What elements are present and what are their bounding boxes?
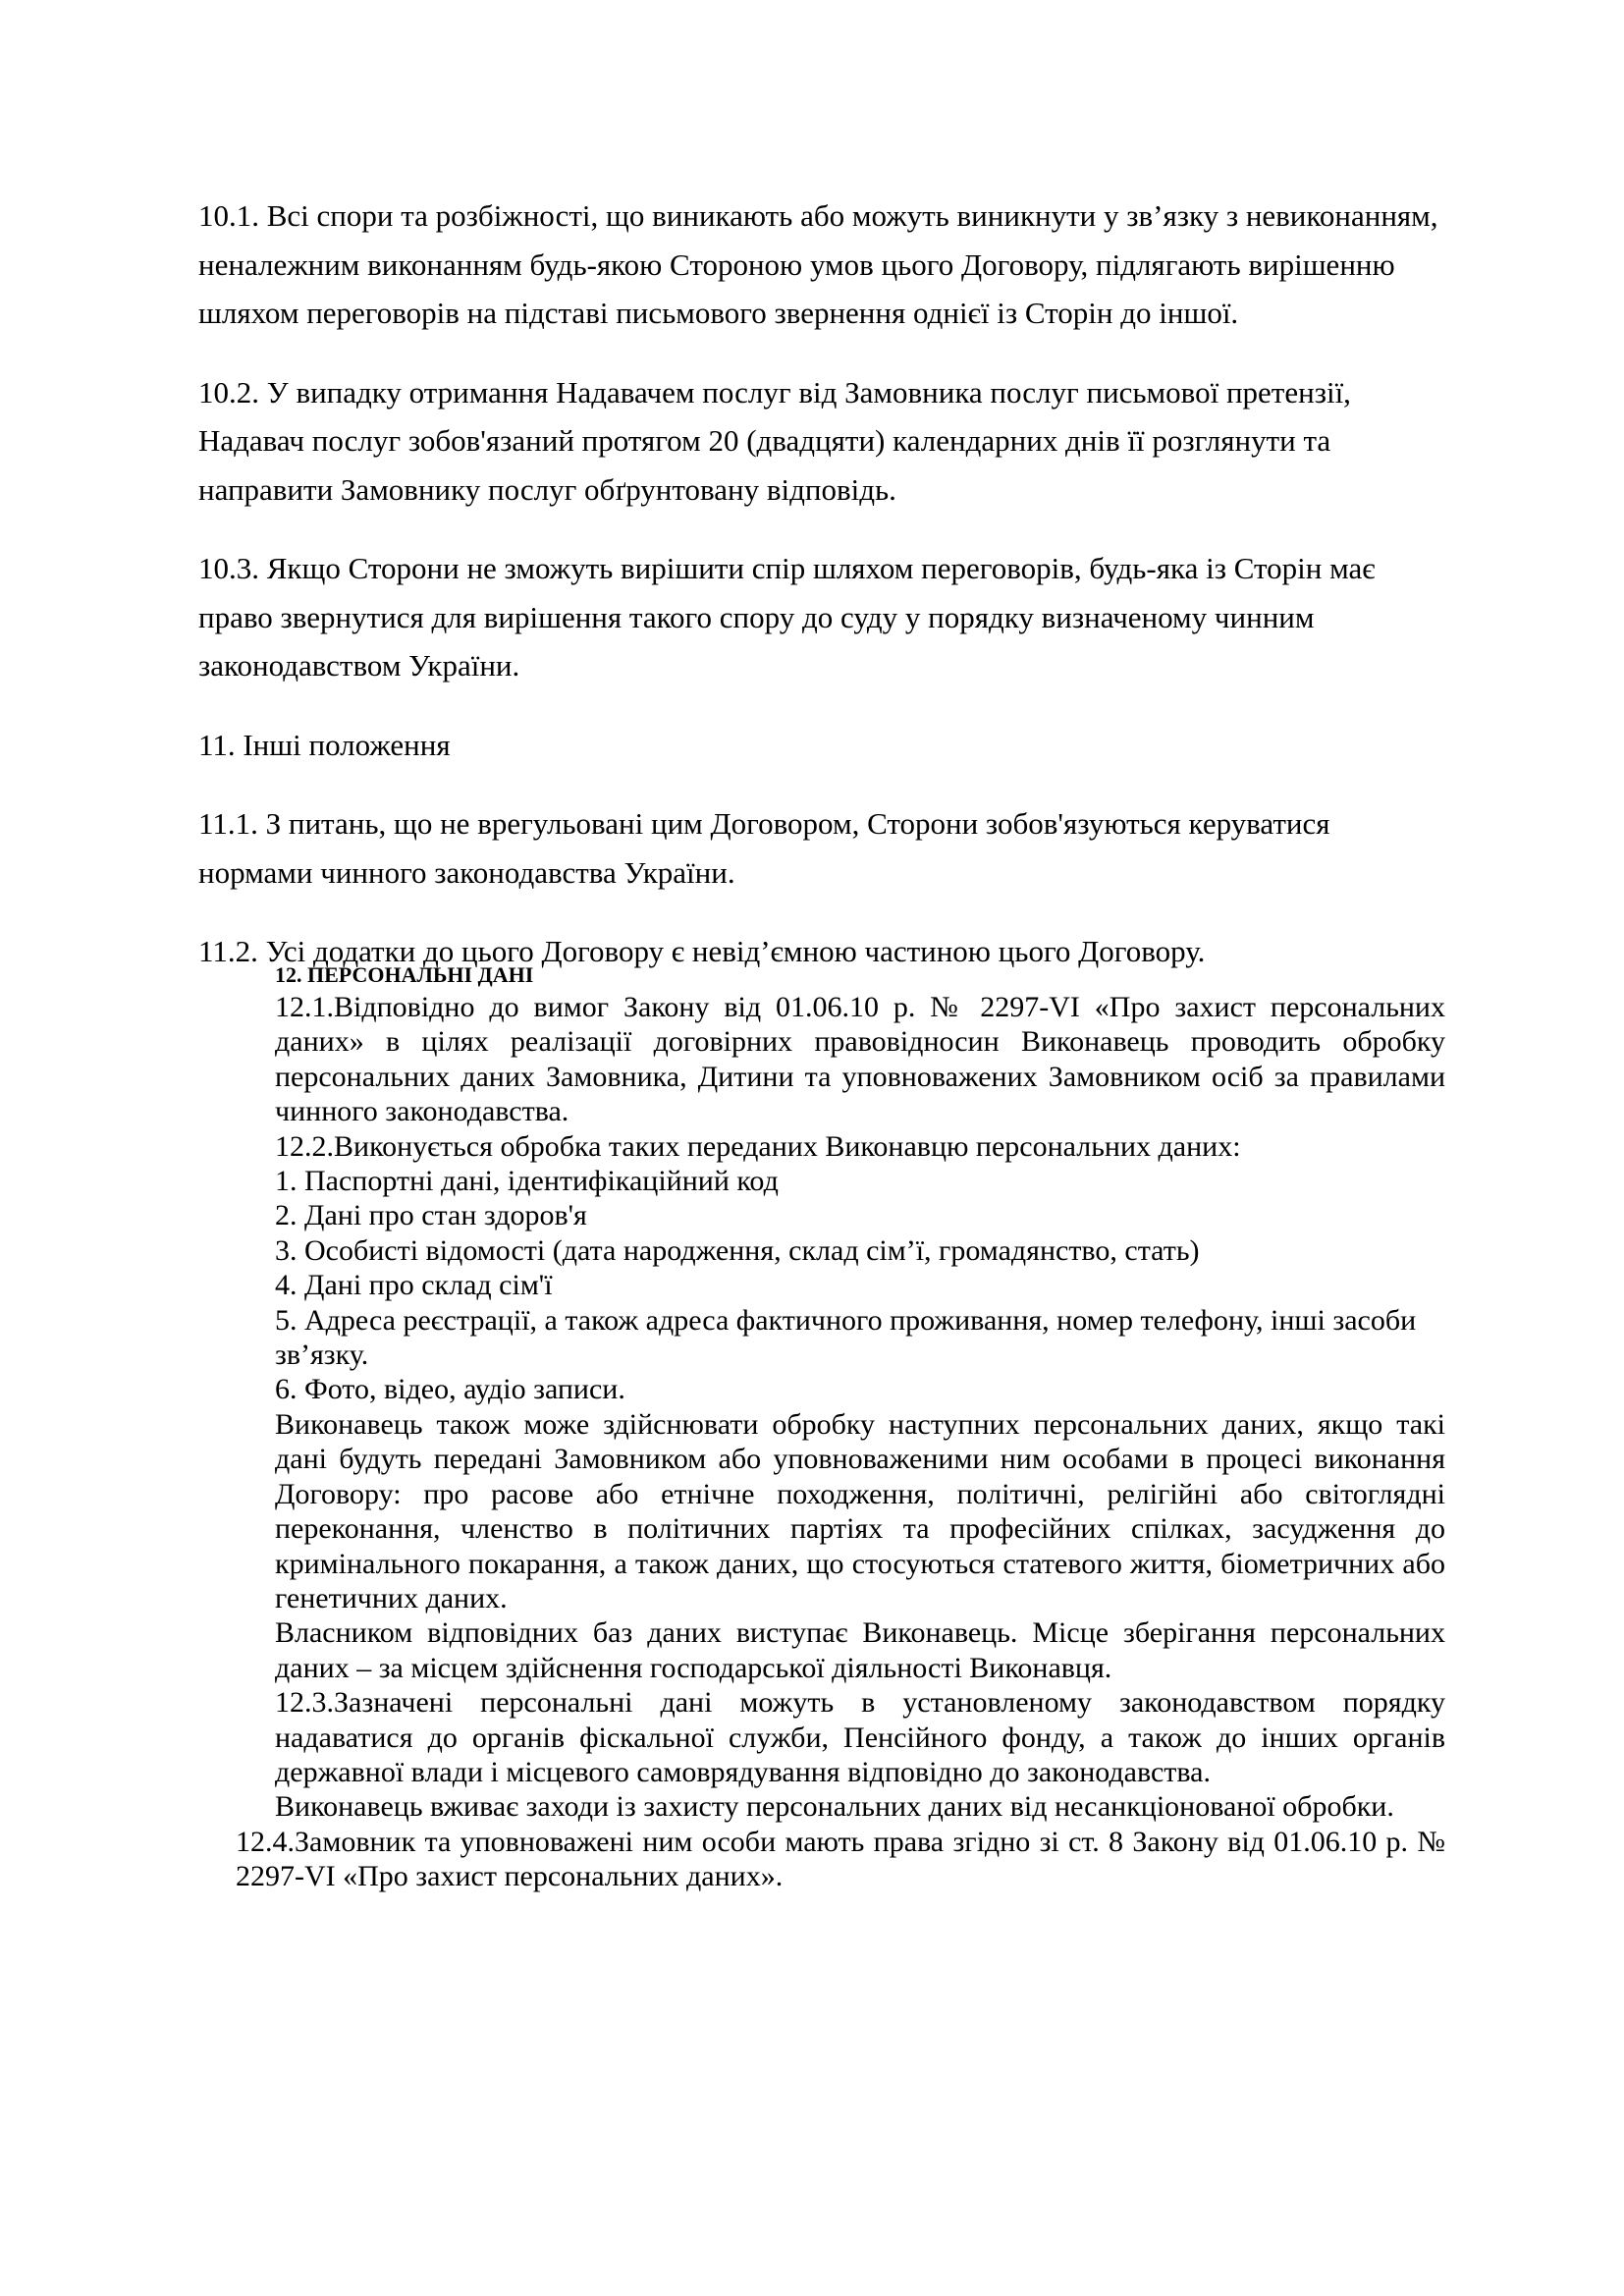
- sections-10-11: [198, 191, 1445, 1007]
- clause-12-1: 12.1.Відповідно до вимог Закону від 01.06.10 р. № 2297-VI «Про захист персональних даних» в цілях реалізації договірних правовідносин Виконавець проводить обробку персональних даних Замовника, Дитини та уповноважених Замовником осіб за правилами чинного законодавства.: [275, 991, 1445, 1128]
- clause-10-2: 10.2. У випадку отримання Надавачем послуг від Замовника послуг письмової претензії, Надавач послуг зобов'язаний протягом 20 (двадцяти) календарних днів її розглянути та направити Замовнику послуг обґрунтовану відповідь.: [198, 374, 1351, 507]
- data-list-item: 5. Адреса реєстрації, а також адреса фактичного проживання, номер телефону, інші засоби зв’язку.: [275, 1303, 1417, 1372]
- clause-12-2-owner: Власником відповідних баз даних виступає Виконавець. Місце зберігання персональних даних – за місцем здійснення господарської діяльності Виконавця.: [275, 1616, 1445, 1684]
- data-list-item: 1. Паспортні дані, ідентифікаційний код: [275, 1165, 779, 1198]
- clause-10-1: 10.1. Всі спори та розбіжності, що виникають або можуть виникнути у зв’язку з невиконанням, неналежним виконанням будь-якою Стороною умов цього Договору, підлягають вирішенню шляхом переговорів на підставі письмового звернення однієї із Сторін до іншої.: [198, 198, 1438, 330]
- data-list-item: 2. Дані про стан здоров'я: [275, 1199, 587, 1232]
- section-11-heading: 11. Інші положення: [198, 727, 451, 762]
- clause-12-2: 12.2.Виконується обробка таких переданих Виконавцю персональних даних:: [275, 1129, 1241, 1163]
- section-12-heading: 12. ПЕРСОНАЛЬНІ ДАНІ: [275, 962, 534, 987]
- clause-11-1: 11.1. З питань, що не врегульовані цим Договором, Сторони зобов'язуються керуватися нормами чинного законодавства України.: [198, 806, 1330, 890]
- data-list-item: 4. Дані про склад сім'ї: [275, 1269, 553, 1302]
- clause-12-3: 12.3.Зазначені персональні дані можуть в установленому законодавством порядку надаватися до органів фіскальної служби, Пенсійного фонду, а також до інших органів державної влади і місцевого самоврядування відповідно до законодавства.: [275, 1686, 1445, 1788]
- clause-11-2: 11.2. Усі додатки до цього Договору є невід’ємною частиною цього Договору.: [198, 934, 1206, 968]
- clause-12-3-protect: Виконавець вживає заходи із захисту персональних даних від несанкціонованої обробки.: [275, 1790, 1394, 1824]
- clause-10-3: 10.3. Якщо Сторони не зможуть вирішити спір шляхом переговорів, будь-яка із Сторін має право звернутися для вирішення такого спору до суду у порядку визначеному чинним законодавством України.: [198, 551, 1376, 683]
- data-list-item: 6. Фото, відео, аудіо записи.: [275, 1373, 625, 1406]
- section-12: [236, 960, 1445, 1894]
- clause-12-2-extra: Виконавець також може здійснювати обробку наступних персональних даних, якщо такі дані будуть передані Замовником або уповноваженими ним особами в процесі виконання Договору: про расове або етнічне походження, політичні, релігійні або світоглядні переконання, членство в політичних партіях та професійних спілках, засудження до кримінального покарання, а також даних, що стосуються статевого життя, біометричних або генетичних даних.: [275, 1407, 1445, 1614]
- data-list-item: 3. Особисті відомості (дата народження, склад сім’ї, громадянство, стать): [275, 1233, 1200, 1267]
- clause-12-4: 12.4.Замовник та уповноважені ним особи мають права згідно зі ст. 8 Закону від 01.06.10 р. № 2297-VI «Про захист персональних даних».: [236, 1825, 1445, 1893]
